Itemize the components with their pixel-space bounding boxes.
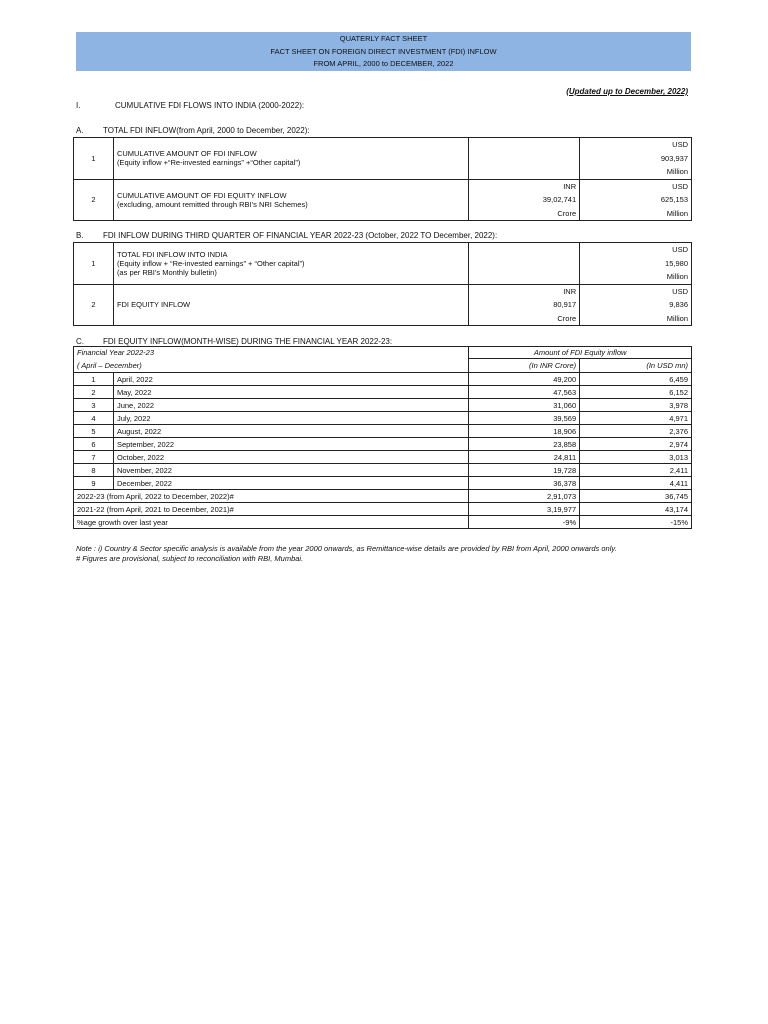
row-number: 1 xyxy=(74,243,114,285)
col-header-inr: (In INR Crore) xyxy=(469,359,580,373)
section-i-title: CUMULATIVE FDI FLOWS INTO INDIA (2000-2022): xyxy=(115,101,305,110)
total-usd-value: 36,745 xyxy=(580,490,692,503)
month-name: April, 2022 xyxy=(113,373,468,386)
usd-value: 15,980 xyxy=(665,258,688,268)
row-label-line: FDI EQUITY INFLOW xyxy=(116,300,191,310)
usd-unit: USD xyxy=(672,181,688,191)
fy-label: Financial Year 2022-23 xyxy=(74,347,469,359)
month-inr-value: 47,563 xyxy=(469,386,580,399)
row-number: 2 xyxy=(74,284,114,326)
month-usd-value: 6,152 xyxy=(580,386,692,399)
usd-value: 903,937 xyxy=(660,153,688,163)
usd-unit: USD xyxy=(672,286,688,296)
updated-note: (Updated up to December, 2022) xyxy=(566,87,688,96)
table-row xyxy=(74,503,692,516)
table-row xyxy=(74,138,692,180)
table-row xyxy=(74,243,692,285)
usd-cell xyxy=(580,243,692,285)
month-number: 1 xyxy=(74,373,114,386)
table-row xyxy=(74,412,692,425)
total-inr-value: 2,91,073 xyxy=(469,490,580,503)
usd-unit: USD xyxy=(672,140,688,149)
month-usd-value: 2,376 xyxy=(580,425,692,438)
table-row xyxy=(74,399,692,412)
table-row xyxy=(74,386,692,399)
row-number: 2 xyxy=(74,179,114,221)
inr-value: 39,02,741 xyxy=(542,195,577,204)
table-header-row xyxy=(74,347,692,359)
total-usd-value: 43,174 xyxy=(580,503,692,516)
total-inr-value: 3,19,977 xyxy=(469,503,580,516)
table-row xyxy=(74,425,692,438)
table-row xyxy=(74,451,692,464)
section-a-title: TOTAL FDI INFLOW(from April, 2000 to December, 2022): xyxy=(103,126,310,135)
section-b-table xyxy=(73,242,692,326)
usd-cell xyxy=(580,138,692,180)
month-name: June, 2022 xyxy=(113,399,468,412)
month-name: September, 2022 xyxy=(113,438,468,451)
month-number: 2 xyxy=(74,386,114,399)
month-usd-value: 2,974 xyxy=(580,438,692,451)
section-b-number: B. xyxy=(76,231,84,240)
row-label xyxy=(113,179,468,221)
table-row xyxy=(74,516,692,529)
total-label: %age growth over last year xyxy=(74,516,469,529)
month-name: May, 2022 xyxy=(113,386,468,399)
total-usd-value: -15% xyxy=(580,516,692,529)
month-inr-value: 49,200 xyxy=(469,373,580,386)
month-number: 7 xyxy=(74,451,114,464)
usd-cell xyxy=(580,284,692,326)
row-number: 1 xyxy=(74,138,114,180)
usd-scale: Million xyxy=(666,272,688,281)
row-label-line: CUMULATIVE AMOUNT OF FDI EQUITY INFLOW xyxy=(116,190,287,200)
month-inr-value: 31,060 xyxy=(469,399,580,412)
section-i-number: I. xyxy=(76,101,81,110)
inr-cell xyxy=(469,179,580,221)
month-usd-value: 3,013 xyxy=(580,451,692,464)
month-number: 4 xyxy=(74,412,114,425)
usd-scale: Million xyxy=(666,208,688,218)
section-c-number: C. xyxy=(76,337,84,346)
month-number: 9 xyxy=(74,477,114,490)
month-usd-value: 4,971 xyxy=(580,412,692,425)
table-row xyxy=(74,490,692,503)
usd-value: 9,836 xyxy=(669,300,688,309)
total-label: 2021-22 (from April, 2021 to December, 2021)# xyxy=(74,503,469,516)
inr-scale: Crore xyxy=(557,313,577,323)
month-usd-value: 4,411 xyxy=(580,477,692,490)
header-line-2: FACT SHEET ON FOREIGN DIRECT INVESTMENT (FDI) INFLOW xyxy=(270,46,497,56)
total-label: 2022-23 (from April, 2022 to December, 2022)# xyxy=(74,490,469,503)
note-line-2: # Figures are provisional, subject to reconciliation with RBI, Mumbai. xyxy=(76,554,304,563)
inr-cell xyxy=(469,284,580,326)
month-usd-value: 2,411 xyxy=(580,464,692,477)
table-row xyxy=(74,464,692,477)
usd-cell xyxy=(580,179,692,221)
month-inr-value: 24,811 xyxy=(469,451,580,464)
row-label-line: (Equity inflow + “Re-invested earnings” + “Other capital”) xyxy=(116,258,305,268)
inr-cell xyxy=(469,243,580,285)
row-label xyxy=(113,138,468,180)
table-row xyxy=(74,477,692,490)
usd-unit: USD xyxy=(672,245,688,254)
month-number: 8 xyxy=(74,464,114,477)
section-c-title: FDI EQUITY INFLOW(MONTH-WISE) DURING THE FINANCIAL YEAR 2022-23: xyxy=(103,337,393,346)
month-inr-value: 18,906 xyxy=(469,425,580,438)
table-row xyxy=(74,438,692,451)
month-name: July, 2022 xyxy=(113,412,468,425)
row-label xyxy=(113,243,468,285)
row-label-line: (as per RBI’s Monthly bulletin) xyxy=(116,267,217,277)
total-inr-value: -9% xyxy=(469,516,580,529)
row-label-line: TOTAL FDI INFLOW INTO INDIA xyxy=(116,249,228,259)
table-row xyxy=(74,284,692,326)
table-row xyxy=(74,179,692,221)
inr-unit: INR xyxy=(563,286,577,296)
inr-value: 80,917 xyxy=(553,300,577,309)
month-usd-value: 3,978 xyxy=(580,399,692,412)
inr-cell xyxy=(469,138,580,180)
section-c-table xyxy=(73,346,692,529)
row-label-line: CUMULATIVE AMOUNT OF FDI INFLOW xyxy=(116,149,257,159)
row-label-line: (excluding, amount remitted through RBI’s NRI Schemes) xyxy=(116,199,308,209)
section-a-table xyxy=(73,137,692,221)
usd-scale: Million xyxy=(666,313,688,323)
month-name: October, 2022 xyxy=(113,451,468,464)
month-number: 5 xyxy=(74,425,114,438)
table-header-row xyxy=(74,359,692,373)
section-b-title: FDI INFLOW DURING THIRD QUARTER OF FINANCIAL YEAR 2022-23 (October, 2022 TO December, 2022): xyxy=(103,231,498,240)
month-number: 3 xyxy=(74,399,114,412)
row-label-line: (Equity inflow +“Re-invested earnings” +“Other capital”) xyxy=(116,158,301,168)
inr-unit: INR xyxy=(563,181,577,191)
month-inr-value: 39,569 xyxy=(469,412,580,425)
usd-scale: Million xyxy=(666,167,688,176)
month-inr-value: 36,378 xyxy=(469,477,580,490)
month-usd-value: 6,459 xyxy=(580,373,692,386)
fy-range: ( April – December) xyxy=(74,359,469,373)
month-name: August, 2022 xyxy=(113,425,468,438)
note-line-1: Note : i) Country & Sector specific analysis is available from the year 2000 onwards, as Remittance-wise details are provided by RBI from April, 2000 onwards only. xyxy=(76,544,617,553)
row-label xyxy=(113,284,468,326)
col-header-usd: (In USD mn) xyxy=(580,359,692,373)
section-a-number: A. xyxy=(76,126,84,135)
month-inr-value: 23,858 xyxy=(469,438,580,451)
amount-label: Amount of FDI Equity inflow xyxy=(469,347,692,359)
month-name: November, 2022 xyxy=(113,464,468,477)
table-row xyxy=(74,373,692,386)
month-inr-value: 19,728 xyxy=(469,464,580,477)
usd-value: 625,153 xyxy=(660,195,688,204)
inr-scale: Crore xyxy=(557,208,577,218)
month-name: December, 2022 xyxy=(113,477,468,490)
header-line-3: FROM APRIL, 2000 to DECEMBER, 2022 xyxy=(313,59,454,68)
fact-sheet-header xyxy=(76,32,691,71)
header-line-1: QUATERLY FACT SHEET xyxy=(339,34,428,43)
month-number: 6 xyxy=(74,438,114,451)
